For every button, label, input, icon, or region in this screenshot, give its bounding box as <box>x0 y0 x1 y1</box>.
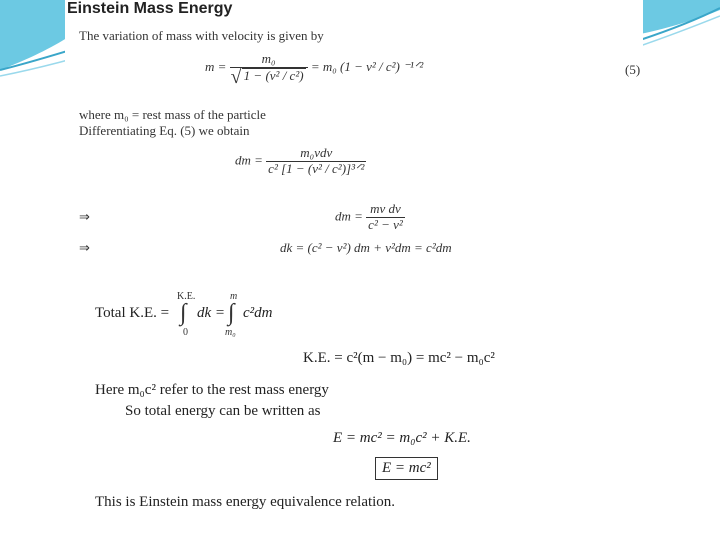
top-right-swoosh <box>640 0 720 34</box>
slide-content <box>65 0 643 518</box>
rest-mass-text: Here m₀c² refer to the rest mass energy <box>95 382 329 398</box>
boxed-emc2: E = mc² <box>375 457 438 480</box>
integral-1-body: dk = <box>197 305 226 321</box>
where-text: where m₀ = rest mass of the particle <box>79 107 266 122</box>
dm2-equation <box>335 202 405 233</box>
dm2-numerator: mv dv <box>366 202 405 218</box>
differentiating-text: Differentiating Eq. (5) we obtain <box>79 123 250 138</box>
dm-numerator: m₀vdv <box>266 146 366 162</box>
slide-title: Einstein Mass Energy <box>67 0 233 17</box>
integral-1-lower: 0 <box>183 327 188 338</box>
dm2-fraction <box>366 202 405 233</box>
dm-lhs: dm = <box>235 152 263 168</box>
dm-fraction <box>266 146 366 177</box>
integral-2-upper: m <box>230 291 238 302</box>
dm2-lhs: dm = <box>335 208 363 224</box>
boxed-equation <box>375 457 438 480</box>
integral-1-sign: ∫ <box>180 300 187 326</box>
implies-arrow-1: ⇒ <box>79 209 90 224</box>
dm2-denominator: c² − v² <box>368 216 403 232</box>
eq5-denominator: √ 1 − (v² / c²) <box>242 68 306 84</box>
dm-equation <box>235 146 366 177</box>
intro-text: The variation of mass with velocity is given by <box>79 28 324 43</box>
dm-denominator: c² [1 − (v² / c²)]³ᐟ² <box>268 160 365 176</box>
integral-2-lower: m₀ <box>225 327 236 338</box>
integral-1-upper: K.E. <box>177 291 196 302</box>
eq5-number: (5) <box>625 62 641 77</box>
ke-equation: K.E. = c²(m − m₀) = mc² − m₀c² <box>303 350 495 366</box>
integral-2-body: c²dm <box>243 305 273 321</box>
dk-equation: dk = (c² − v²) dm + v²dm = c²dm <box>280 240 452 255</box>
eq5-rhs: = m₀ (1 − v² / c²) ⁻¹ᐟ² <box>310 58 424 74</box>
total-ke-label: Total K.E. = <box>95 305 170 321</box>
eq5-fraction <box>230 52 308 84</box>
eq5 <box>205 52 423 84</box>
kinetic-energy-panel <box>65 265 643 518</box>
eq5-lhs: m = <box>205 58 227 74</box>
implies-arrow-2: ⇒ <box>79 240 90 255</box>
total-energy-text: So total energy can be written as <box>125 403 321 419</box>
eq5-numerator: m₀ <box>230 52 308 68</box>
integral-2-sign: ∫ <box>228 300 235 326</box>
derivation-panel <box>65 0 643 262</box>
conclusion-text: This is Einstein mass energy equivalence relation. <box>95 494 396 510</box>
energy-equation: E = mc² = m₀c² + K.E. <box>333 430 471 446</box>
